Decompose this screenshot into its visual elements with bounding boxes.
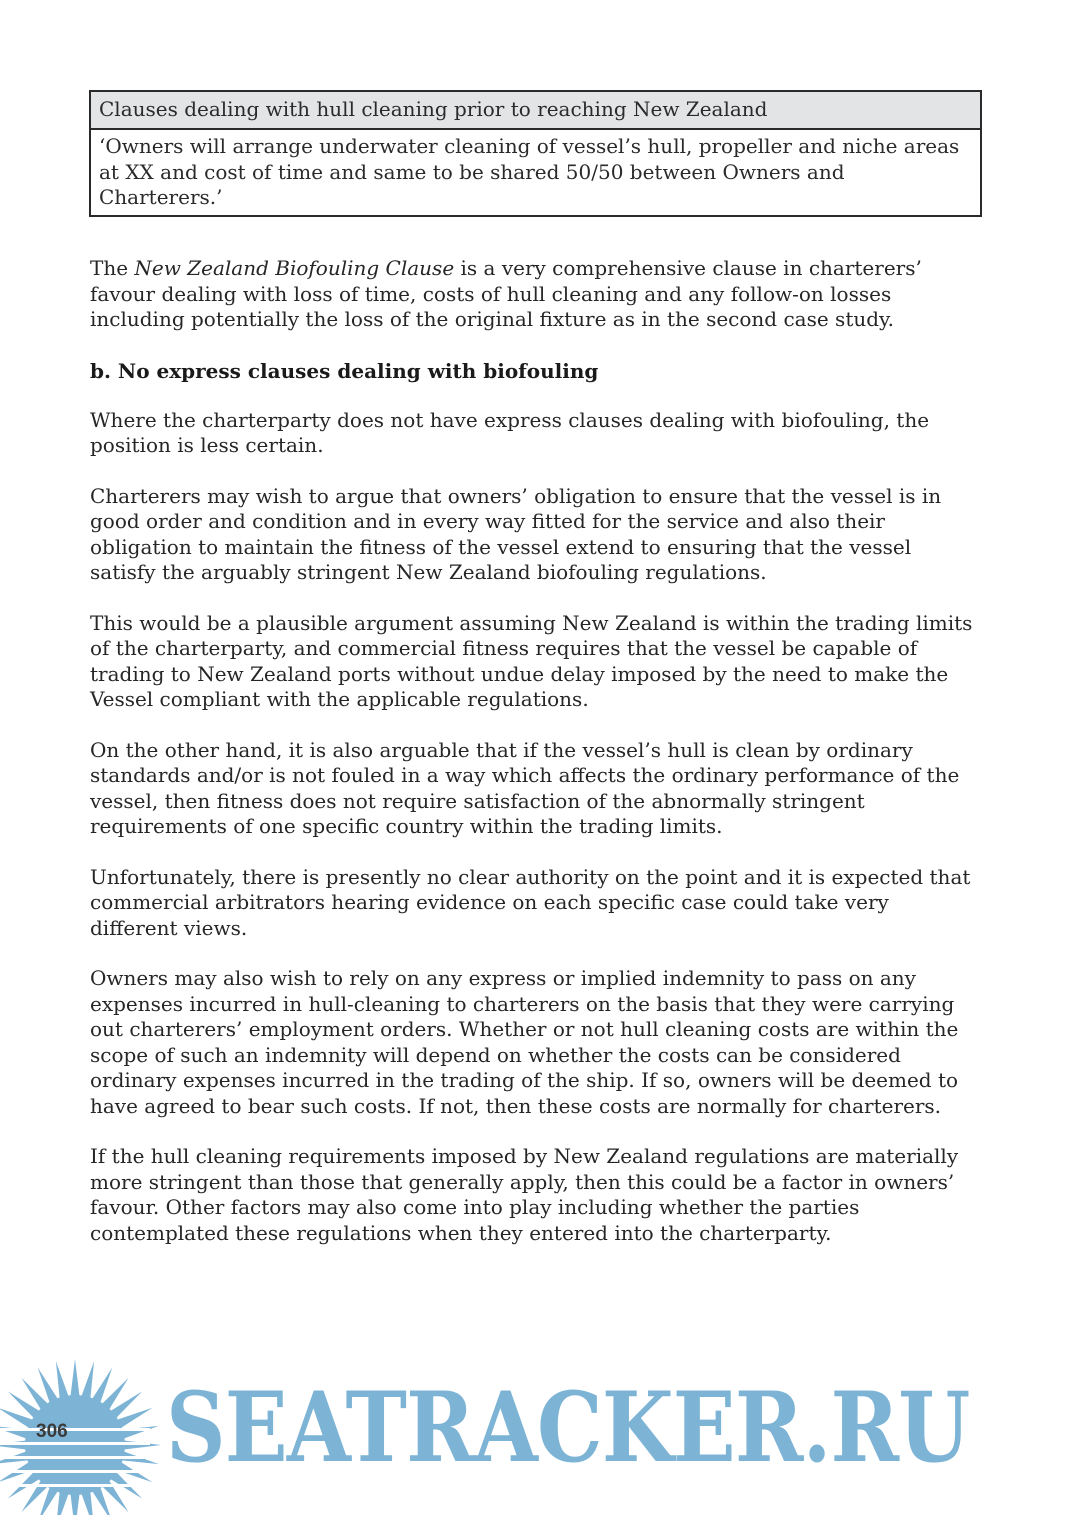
paragraph: If the hull cleaning requirements imposed by New Zealand regulations are materially more stringent than those that generally apply, then this could be a factor in owners’ favour. Other factors may also come into play including whether the parties contemplated these regulations when they entered into the charterparty. <box>90 1144 959 1245</box>
clause-box-body: ‘Owners will arrange underwater cleaning of vessel’s hull, propeller and niche areas at XX and cost of time and same to be shared 50/50 between Owners and Charterers.’ <box>99 134 960 209</box>
intro-clause-name: New Zealand Biofouling Clause <box>134 256 455 280</box>
section-heading: b. No express clauses dealing with biofouling <box>90 358 599 383</box>
paragraph: Where the charterparty does not have express clauses dealing with biofouling, the position is less certain. <box>90 407 930 457</box>
intro-paragraph <box>90 256 980 333</box>
body-text <box>90 256 980 1271</box>
intro-text-end: is a very comprehensive clause in charterers’ favour dealing with loss of time, costs of hull cleaning and any follow-on losses including potentially the loss of the original fixture as in the second case study. <box>90 256 922 331</box>
clause-box <box>89 90 982 217</box>
paragraph: Owners may also wish to rely on any express or implied indemnity to pass on any expenses incurred in hull-cleaning to charterers on the basis that they were carrying out charterers’ employment orders. Whether or not hull cleaning costs are within the scope of such an indemnity will depend on whether the costs can be considered ordinary expenses incurred in the trading of the ship. If so, owners will be deemed to have agreed to bear such costs. If not, then these costs are normally for charterers. <box>90 966 959 1118</box>
paragraph: Charterers may wish to argue that owners’ obligation to ensure that the vessel is in good order and condition and in every way fitted for the service and also their obligation to maintain the fitness of the vessel extend to ensuring that the vessel satisfy the arguably stringent New Zealand biofouling regulations. <box>90 483 942 584</box>
paragraph: On the other hand, it is also arguable that if the vessel’s hull is clean by ordinary standards and/or is not fouled in a way which affects the ordinary performance of the vessel, then fitness does not require satisfaction of the abnormally stringent requirements of one specific country within the trading limits. <box>90 737 960 838</box>
paragraph: Unfortunately, there is presently no clear authority on the point and it is expected that commercial arbitrators hearing evidence on each specific case could take very different views. <box>90 864 971 940</box>
page-number: 306 <box>36 1421 68 1442</box>
paragraph: This would be a plausible argument assuming New Zealand is within the trading limits of the charterparty, and commercial fitness requires that the vessel be capable of trading to New Zealand ports without undue delay imposed by the need to make the Vessel compliant with the applicable regulations. <box>90 610 973 711</box>
clause-box-header: Clauses dealing with hull cleaning prior to reaching New Zealand <box>91 92 980 130</box>
watermark-text: SEATRACKER.RU <box>166 1371 970 1484</box>
intro-text-start: The <box>90 256 135 280</box>
